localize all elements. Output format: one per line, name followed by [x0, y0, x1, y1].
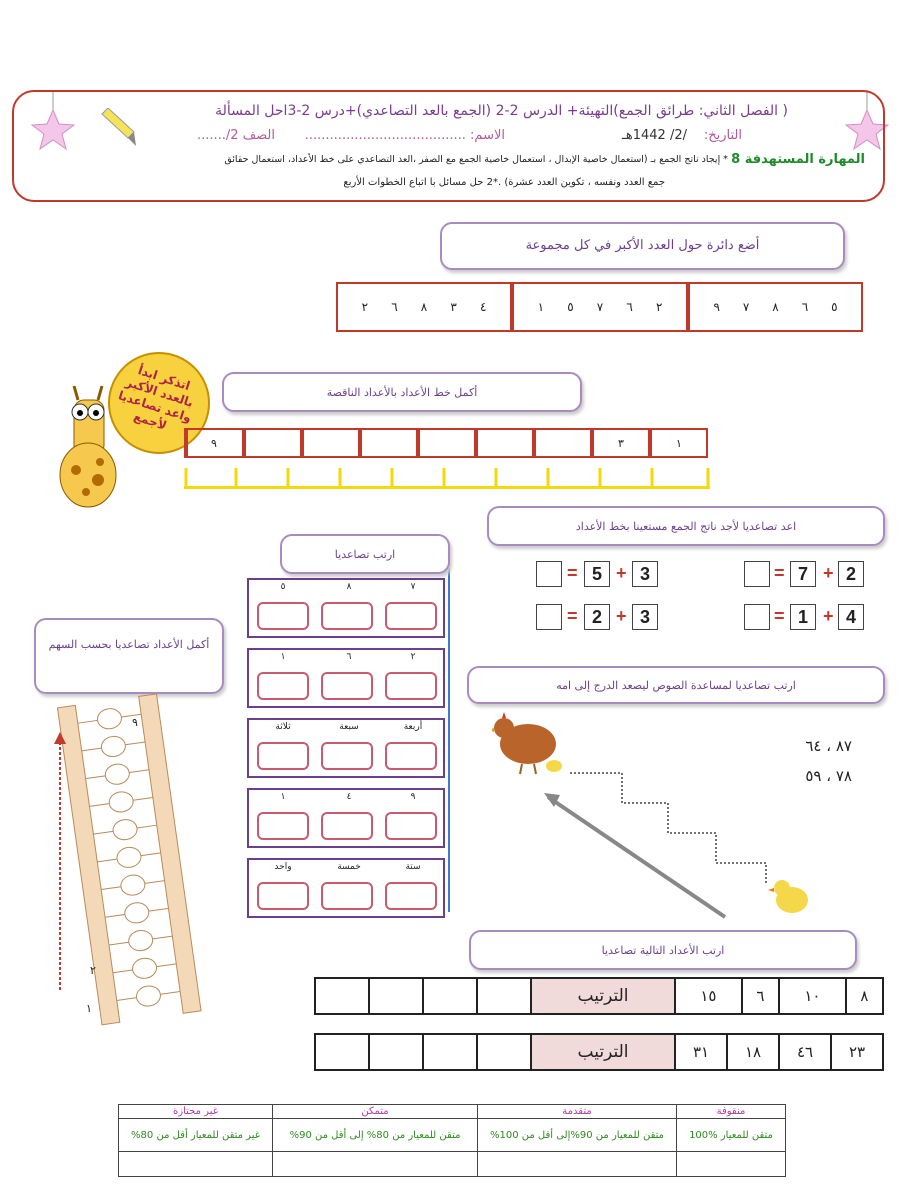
rubric-mark-cell[interactable]	[677, 1152, 786, 1177]
order-table-row-2	[314, 1033, 884, 1071]
number-group-2[interactable]: ٢ ٦ ٧ ٥ ١	[512, 282, 688, 332]
answer-box[interactable]	[385, 882, 437, 910]
answer-box[interactable]	[321, 812, 373, 840]
number-cell: ٤٦	[779, 1034, 831, 1070]
answer-cell[interactable]	[369, 1034, 423, 1070]
order-table-title: ارتب الأعداد التالية تصاعديا	[601, 944, 725, 957]
ladder-illustration	[40, 690, 210, 1040]
numberline-cell[interactable]	[244, 428, 302, 458]
order-groups-title-box	[280, 534, 450, 574]
add-task-title-box	[487, 506, 885, 546]
number-cell: ٨	[846, 978, 883, 1014]
answer-box[interactable]	[257, 672, 309, 700]
answer-cell[interactable]	[315, 978, 369, 1014]
plus-sign: +	[616, 606, 627, 626]
numberline-cell[interactable]	[418, 428, 476, 458]
rubric-desc: متقن للمعيار من 90%إلى أقل من 100%	[478, 1119, 677, 1152]
addend-box: 5	[584, 561, 610, 587]
equals-sign: =	[567, 563, 578, 583]
number-group-1[interactable]: ٥ ٦ ٨ ٧ ٩	[688, 282, 863, 332]
rubric-desc: متقن للمعيار %100	[677, 1119, 786, 1152]
numberline-cell[interactable]: ٩	[184, 428, 244, 458]
ladder-title: أكمل الأعداد تصاعديا بحسب السهم	[48, 638, 210, 651]
order-group: ٧ ٨ ٥	[247, 578, 445, 638]
answer-box[interactable]	[321, 742, 373, 770]
numberline-ticks	[184, 466, 714, 490]
circle-task-title: أضع دائرة حول العدد الأكبر في كل مجموعة	[525, 238, 760, 253]
ladder-value: ٢	[90, 964, 96, 977]
number-cell: ١٨	[727, 1034, 779, 1070]
answer-box[interactable]	[257, 812, 309, 840]
header-date-value: /2/ 1442هـ	[622, 128, 687, 143]
number-cell: ١٠	[779, 978, 846, 1014]
order-group: ٢ ٦ ١	[247, 648, 445, 708]
numberline-cell[interactable]: ٣	[592, 428, 650, 458]
numberline-cell[interactable]	[476, 428, 534, 458]
rubric-mark-cell[interactable]	[119, 1152, 273, 1177]
rubric-header: متقدمة	[478, 1105, 677, 1119]
skill-label: المهارة المستهدفة 8	[731, 152, 865, 167]
ladder-title-box	[34, 618, 224, 694]
answer-box[interactable]	[321, 882, 373, 910]
chick-task-title-box	[467, 666, 885, 704]
add-task-title: اعد تصاعديا لأجد ناتج الجمع مستعينا بخط الأعداد	[575, 520, 797, 533]
equals-sign: =	[567, 606, 578, 626]
chick-task-title: ارتب تصاعديا لمساعدة الصوص ليصعد الدرج إلى امه	[556, 679, 796, 692]
answer-box[interactable]	[257, 602, 309, 630]
addend-box: 3	[632, 561, 658, 587]
order-group: ٩ ٤ ١	[247, 788, 445, 848]
answer-box[interactable]	[385, 742, 437, 770]
ladder-value: ٩	[132, 716, 138, 729]
addend-box: 2	[584, 604, 610, 630]
answer-box[interactable]	[257, 742, 309, 770]
rubric-header: متمكن	[273, 1105, 478, 1119]
number-cell: ٦	[742, 978, 779, 1014]
answer-cell[interactable]	[315, 1034, 369, 1070]
answer-box[interactable]	[385, 812, 437, 840]
header-date-label: التاريخ:	[703, 128, 742, 143]
plus-sign: +	[823, 606, 834, 626]
answer-cell[interactable]	[423, 978, 477, 1014]
number-cell: ٣١	[675, 1034, 727, 1070]
order-group: أربعة سبعة ثلاثة	[247, 718, 445, 778]
addend-box: 7	[790, 561, 816, 587]
stairs-path	[530, 765, 780, 925]
answer-box[interactable]	[385, 602, 437, 630]
addend-box: 1	[790, 604, 816, 630]
numberline-title: أكمل خط الأعداد بالأعداد الناقصة	[326, 386, 478, 399]
ladder-value: ١	[86, 1002, 92, 1015]
addend-box: 4	[838, 604, 864, 630]
rubric-desc: متقن للمعيار من 80% إلى أقل من 90%	[273, 1119, 478, 1152]
skill-line1: * إيجاد ناتج الجمع بـ (استعمال خاصية الإبدال ، استعمال خاصية الجمع مع الصفر ،العد التصاعدي على خط الأعداد، استعمال حقائق	[224, 154, 728, 165]
equals-sign: =	[774, 563, 785, 583]
numberline-title-box	[222, 372, 582, 412]
answer-box[interactable]	[536, 604, 562, 630]
answer-cell[interactable]	[477, 1034, 531, 1070]
answer-box[interactable]	[321, 602, 373, 630]
answer-box[interactable]	[385, 672, 437, 700]
numberline-cell[interactable]	[360, 428, 418, 458]
header-class: الصف 2/.......	[196, 128, 275, 143]
header-title: ( الفصل الثاني: طرائق الجمع)التهيئة+ الدرس 2-2 (الجمع بالعد التصاعدي)+درس 2-3احل المسألة	[215, 103, 788, 119]
rubric-desc: غير متقن للمعيار أقل من 80%	[119, 1119, 273, 1152]
number-group-3[interactable]: ٤ ٣ ٨ ٦ ٢	[336, 282, 512, 332]
answer-box[interactable]	[744, 604, 770, 630]
addend-box: 2	[838, 561, 864, 587]
order-table-row-1	[314, 977, 884, 1015]
chick-numbers-2: ٧٨ ، ٥٩	[805, 767, 852, 785]
order-table-title-box	[469, 930, 857, 970]
order-groups-title: ارتب تصاعديا	[334, 548, 396, 561]
answer-box[interactable]	[536, 561, 562, 587]
skill-line2: جمع العدد ونفسه ، تكوين العدد عشرة) .*2 حل مسائل با اتباع الخطوات الأربع	[343, 177, 665, 188]
answer-box[interactable]	[257, 882, 309, 910]
equals-sign: =	[774, 606, 785, 626]
circle-task-title-box	[440, 222, 845, 270]
rubric-header: غير مجتازة	[119, 1105, 273, 1119]
plus-sign: +	[823, 563, 834, 583]
numberline-cell[interactable]: ١	[650, 428, 708, 458]
number-cell: ١٥	[675, 978, 742, 1014]
answer-cell[interactable]	[477, 978, 531, 1014]
plus-sign: +	[616, 563, 627, 583]
rubric-mark-cell[interactable]	[273, 1152, 478, 1177]
order-label: الترتيب	[531, 1034, 675, 1070]
header-name: الاسم: .......................................	[304, 128, 505, 143]
answer-cell[interactable]	[423, 1034, 477, 1070]
addend-box: 3	[632, 604, 658, 630]
rubric-table	[118, 1104, 786, 1177]
rubric-mark-cell[interactable]	[478, 1152, 677, 1177]
numberline-cell[interactable]	[302, 428, 360, 458]
section-divider	[448, 568, 450, 912]
number-cell: ٢٣	[831, 1034, 883, 1070]
order-group: ستة خمسة واحد	[247, 858, 445, 918]
numberline-cell[interactable]	[534, 428, 592, 458]
answer-cell[interactable]	[369, 978, 423, 1014]
reminder-text: اتذكر ابدأ بالعدد الأكبر واعد تصاعديا لأجمع	[116, 363, 195, 433]
order-label: الترتيب	[531, 978, 675, 1014]
chick-numbers-1: ٨٧ ، ٦٤	[805, 737, 852, 755]
answer-box[interactable]	[744, 561, 770, 587]
answer-box[interactable]	[321, 672, 373, 700]
rubric-header: منقوفة	[677, 1105, 786, 1119]
